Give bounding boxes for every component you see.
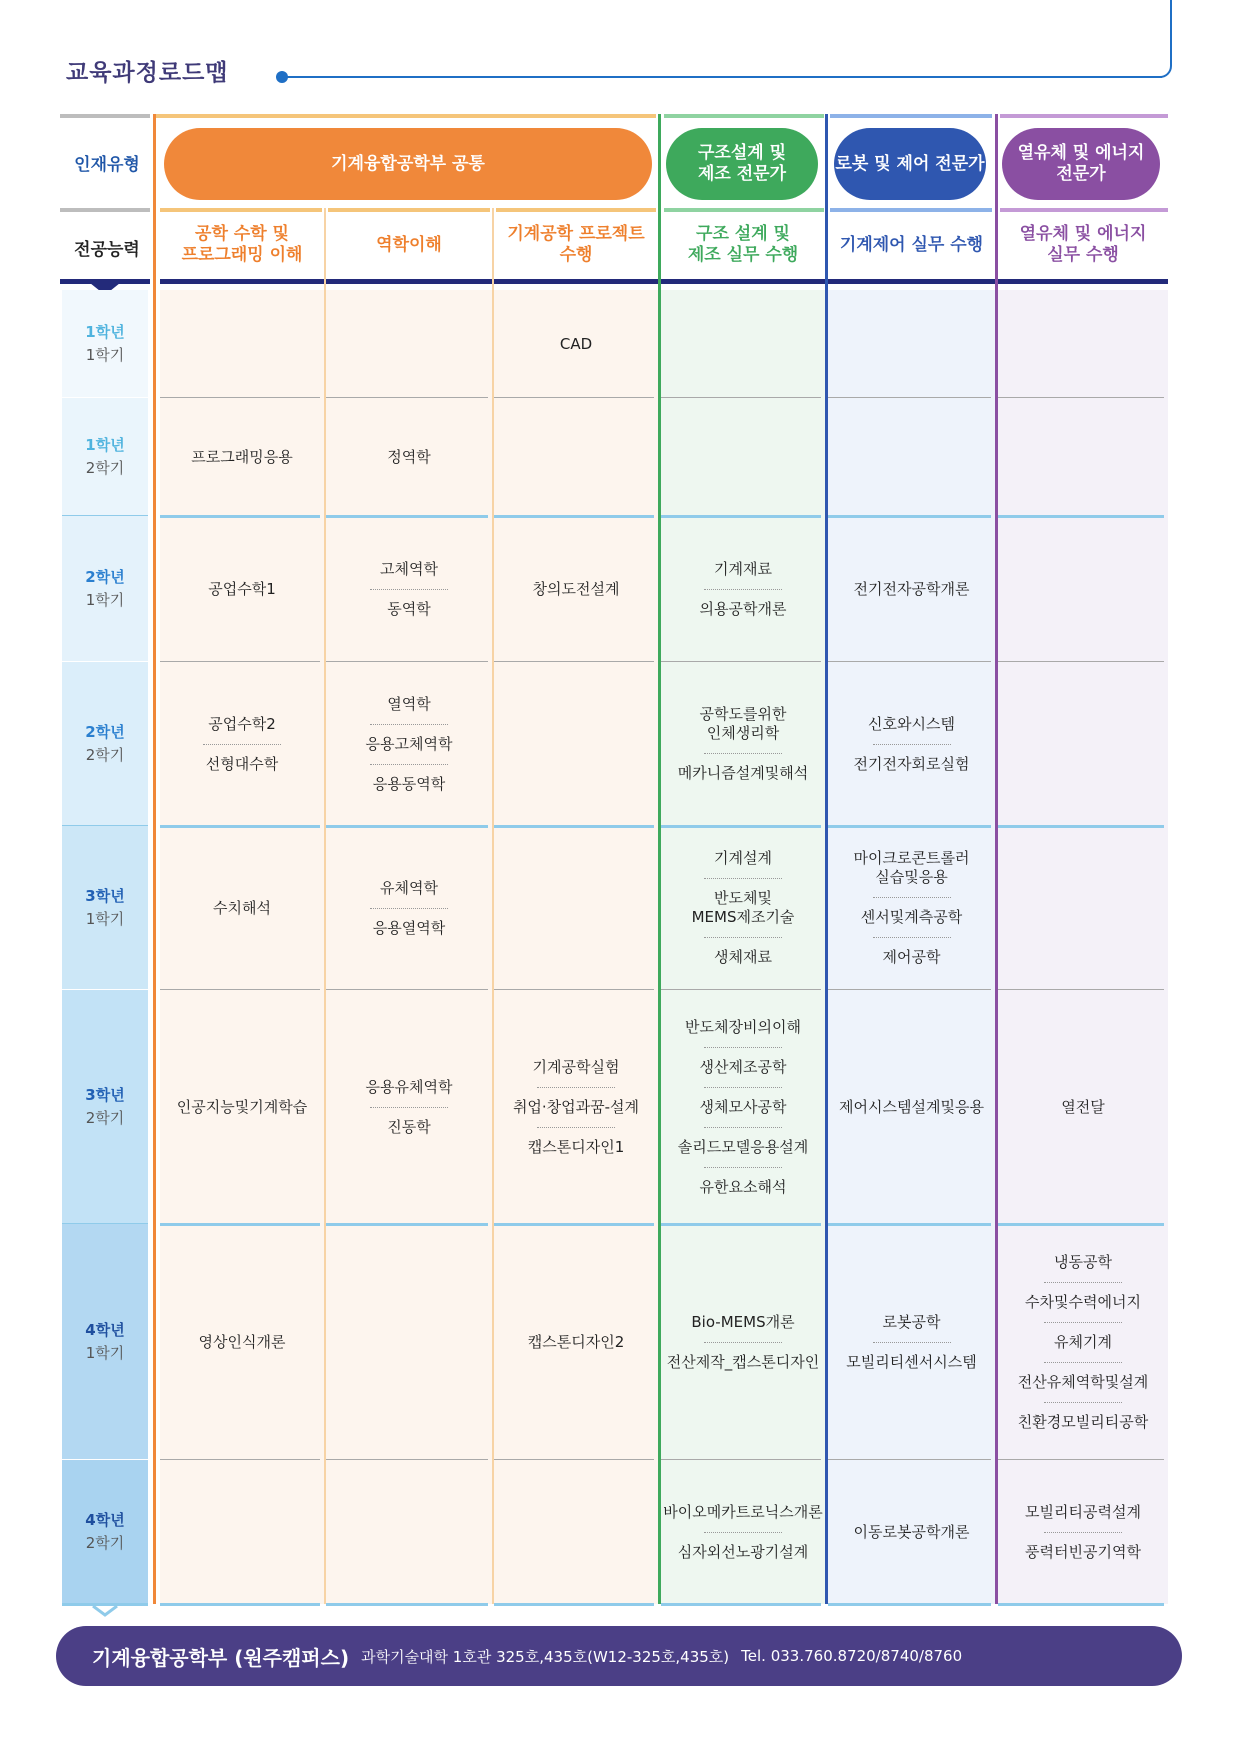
divider-common-1 bbox=[324, 208, 326, 1604]
talent-common-pill: 기계융합공학부 공통 bbox=[164, 128, 652, 200]
row-separator bbox=[160, 1603, 320, 1606]
course-cell bbox=[828, 1460, 995, 1604]
talent-structure-pill: 구조설계 및 제조 전문가 bbox=[666, 128, 818, 200]
course-name: 응용유체역학 bbox=[365, 1077, 453, 1096]
row-separator bbox=[998, 397, 1164, 398]
semester-year: 1학년 bbox=[85, 436, 125, 454]
course-cell bbox=[160, 398, 324, 516]
course-cell bbox=[326, 516, 492, 662]
course-name: 반도체및 MEMS제조기술 bbox=[691, 889, 795, 926]
course-name: 생산제조공학 bbox=[699, 1057, 787, 1076]
semester-term: 1학기 bbox=[85, 346, 125, 364]
row-separator bbox=[828, 397, 991, 398]
course-name: 선형대수학 bbox=[205, 754, 279, 773]
course-cell bbox=[160, 826, 324, 990]
semester-label bbox=[62, 1084, 148, 1130]
course-cell bbox=[661, 516, 825, 662]
semester-year: 4학년 bbox=[85, 1321, 125, 1339]
talent-robot-pill: 로봇 및 제어 전문가 bbox=[834, 128, 986, 200]
competency-label: 전공능력 bbox=[74, 240, 140, 260]
divider-common-2 bbox=[492, 208, 494, 1604]
header-separator bbox=[60, 208, 150, 212]
course-name: 유체역학 bbox=[380, 878, 438, 897]
course-name: 진동학 bbox=[387, 1117, 431, 1136]
semester-term: 1학기 bbox=[85, 1344, 125, 1362]
course-name: 풍력터빈공기역학 bbox=[1025, 1542, 1141, 1561]
semester-term: 2학기 bbox=[85, 459, 125, 477]
semester-year: 3학년 bbox=[85, 887, 125, 905]
course-name: 기계설계 bbox=[714, 849, 772, 867]
course-name: 열전달 bbox=[1061, 1097, 1105, 1116]
course-name: 제어시스템설계및응용 bbox=[839, 1097, 984, 1116]
course-cell bbox=[998, 1224, 1168, 1460]
footer-address: 과학기술대학 1호관 325호,435호(W12-325호,435호) bbox=[361, 1647, 730, 1666]
course-name: 열역학 bbox=[387, 694, 431, 713]
course-name: 응용고체역학 bbox=[365, 734, 453, 753]
course-name: 반도체장비의이해 bbox=[685, 1017, 801, 1036]
competency-3: 기계공학 프로젝트 수행 bbox=[507, 224, 645, 265]
course-cell bbox=[661, 662, 825, 826]
semester-label bbox=[62, 721, 148, 767]
semester-term: 2학기 bbox=[85, 746, 125, 764]
course-name: 영상인식개론 bbox=[198, 1332, 286, 1351]
row-separator bbox=[494, 825, 654, 828]
course-name: 모빌리티공력설계 bbox=[1025, 1502, 1141, 1521]
competency-6: 열유체 및 에너지 실무 수행 bbox=[1019, 224, 1147, 265]
course-name: 메카니즘설계및해석 bbox=[677, 764, 809, 782]
course-name: 프로그래밍응용 bbox=[191, 447, 293, 466]
course-name: 응용열역학 bbox=[372, 918, 446, 937]
divider-common-left bbox=[153, 114, 156, 1604]
course-cell bbox=[828, 662, 995, 826]
course-cell bbox=[998, 990, 1168, 1224]
course-cell bbox=[494, 516, 658, 662]
course-cell bbox=[828, 516, 995, 662]
course-name: 유한요소해석 bbox=[699, 1177, 787, 1196]
course-cell bbox=[160, 516, 324, 662]
competency-4: 구조 설계 및 제조 실무 수행 bbox=[687, 224, 799, 265]
course-name: 정역학 bbox=[387, 447, 431, 466]
semester-label bbox=[62, 434, 148, 480]
talent-thermal-pill: 열유체 및 에너지 전문가 bbox=[1002, 128, 1160, 200]
semester-label bbox=[62, 1509, 148, 1555]
semester-label bbox=[62, 321, 148, 367]
course-name: 공업수학2 bbox=[208, 714, 276, 733]
top-line-common bbox=[156, 114, 656, 118]
course-cell bbox=[494, 990, 658, 1224]
top-line-structure bbox=[664, 114, 824, 118]
semester-label bbox=[62, 885, 148, 931]
course-name: 공학도를위한 인체생리학 bbox=[699, 705, 787, 742]
top-line-label bbox=[60, 114, 150, 118]
course-name: 유체기계 bbox=[1054, 1332, 1112, 1351]
course-cell bbox=[661, 990, 825, 1224]
course-cell bbox=[326, 990, 492, 1224]
course-name: 센서및계측공학 bbox=[860, 908, 963, 926]
course-name: 공업수학1 bbox=[208, 579, 276, 598]
footer-tel: Tel. 033.760.8720/8740/8760 bbox=[741, 1647, 963, 1665]
course-name: 전기전자공학개론 bbox=[853, 579, 970, 598]
course-name: 전산제작_캡스톤디자인 bbox=[666, 1352, 820, 1371]
course-cell bbox=[326, 662, 492, 826]
row-separator bbox=[998, 661, 1164, 662]
course-name: 생체재료 bbox=[714, 948, 772, 966]
semester-year: 4학년 bbox=[85, 1511, 125, 1529]
competency-2: 역학이해 bbox=[376, 234, 442, 255]
semester-term: 2학기 bbox=[85, 1109, 125, 1127]
course-name: 고체역학 bbox=[380, 559, 438, 578]
course-name: 취업·창업과꿈-설계 bbox=[512, 1097, 640, 1116]
divider-robot bbox=[825, 114, 828, 1604]
course-name: 친환경모빌리티공학 bbox=[1017, 1412, 1149, 1431]
semester-year: 3학년 bbox=[85, 1086, 125, 1104]
semester-label bbox=[62, 566, 148, 612]
course-cell bbox=[494, 1224, 658, 1460]
course-cell bbox=[326, 826, 492, 990]
course-name: 창의도전설계 bbox=[532, 579, 620, 598]
row-separator bbox=[998, 825, 1164, 828]
course-name: 전산유체역학및설계 bbox=[1017, 1372, 1149, 1391]
course-name: 수차및수력에너지 bbox=[1025, 1292, 1141, 1311]
course-name: 바이오메카트로닉스개론 bbox=[663, 1502, 823, 1521]
course-name: 심자외선노광기설계 bbox=[677, 1542, 809, 1561]
course-cell bbox=[160, 990, 324, 1224]
competency-5: 기계제어 실무 수행 bbox=[839, 234, 984, 255]
course-cell bbox=[494, 290, 658, 398]
page-title: 교육과정로드맵 bbox=[66, 60, 229, 86]
course-name: 동역학 bbox=[387, 599, 431, 618]
course-name: 캡스톤디자인1 bbox=[527, 1137, 625, 1156]
footer-bar bbox=[56, 1626, 1182, 1686]
course-cell bbox=[160, 1224, 324, 1460]
course-name: 신호와시스템 bbox=[868, 714, 955, 733]
course-name: 수치해석 bbox=[213, 898, 271, 917]
course-cell bbox=[998, 1460, 1168, 1604]
semester-term: 1학기 bbox=[85, 591, 125, 609]
course-name: 솔리드모델응용설계 bbox=[677, 1137, 809, 1156]
divider-thermal bbox=[995, 114, 998, 1604]
course-name: 모빌리티센서시스템 bbox=[846, 1352, 977, 1371]
course-cell bbox=[661, 1460, 825, 1604]
course-cell bbox=[160, 662, 324, 826]
course-name: 로봇공학 bbox=[882, 1312, 941, 1331]
course-name: 응용동역학 bbox=[372, 774, 446, 793]
corner-line bbox=[1160, 0, 1172, 78]
divider-structure bbox=[658, 114, 661, 1604]
course-name: CAD bbox=[559, 334, 593, 353]
course-name: Bio-MEMS개론 bbox=[691, 1312, 795, 1331]
row-separator bbox=[326, 1603, 488, 1606]
course-name: 기계재료 bbox=[714, 559, 772, 578]
course-name: 인공지능및기계학습 bbox=[176, 1097, 308, 1116]
row-separator bbox=[998, 515, 1164, 518]
top-line-robot bbox=[830, 114, 992, 118]
semester-label bbox=[62, 1319, 148, 1365]
title-line bbox=[282, 76, 1162, 78]
course-name: 이동로봇공학개론 bbox=[853, 1522, 970, 1541]
course-cell bbox=[828, 826, 995, 990]
footer-dept: 기계융합공학부 (원주캠퍼스) bbox=[92, 1645, 350, 1670]
row-separator bbox=[661, 397, 821, 398]
row-separator bbox=[326, 1459, 488, 1460]
year-chevron-icon bbox=[92, 1605, 118, 1617]
navy-bar-main bbox=[160, 279, 1168, 284]
course-name: 제어공학 bbox=[882, 948, 941, 966]
course-name: 캡스톤디자인2 bbox=[527, 1332, 625, 1351]
talent-type-label: 인재유형 bbox=[74, 155, 140, 175]
course-name: 의용공학개론 bbox=[699, 599, 787, 618]
course-name: 전기전자회로실험 bbox=[853, 754, 970, 773]
semester-term: 2학기 bbox=[85, 1534, 125, 1552]
course-cell bbox=[828, 1224, 995, 1460]
semester-year: 1학년 bbox=[85, 323, 125, 341]
semester-year: 2학년 bbox=[85, 568, 125, 586]
course-cell bbox=[326, 398, 492, 516]
course-cell bbox=[828, 990, 995, 1224]
semester-year: 2학년 bbox=[85, 723, 125, 741]
competency-1: 공학 수학 및 프로그래밍 이해 bbox=[181, 224, 303, 265]
course-cell bbox=[661, 1224, 825, 1460]
course-name: 기계공학실험 bbox=[532, 1057, 620, 1076]
top-line-thermal bbox=[1000, 114, 1168, 118]
course-name: 생체모사공학 bbox=[699, 1097, 787, 1116]
course-name: 냉동공학 bbox=[1054, 1252, 1112, 1271]
row-separator bbox=[494, 1603, 654, 1606]
course-cell bbox=[661, 826, 825, 990]
semester-term: 1학기 bbox=[85, 910, 125, 928]
course-name: 마이크로콘트롤러 실습및응용 bbox=[853, 849, 970, 886]
